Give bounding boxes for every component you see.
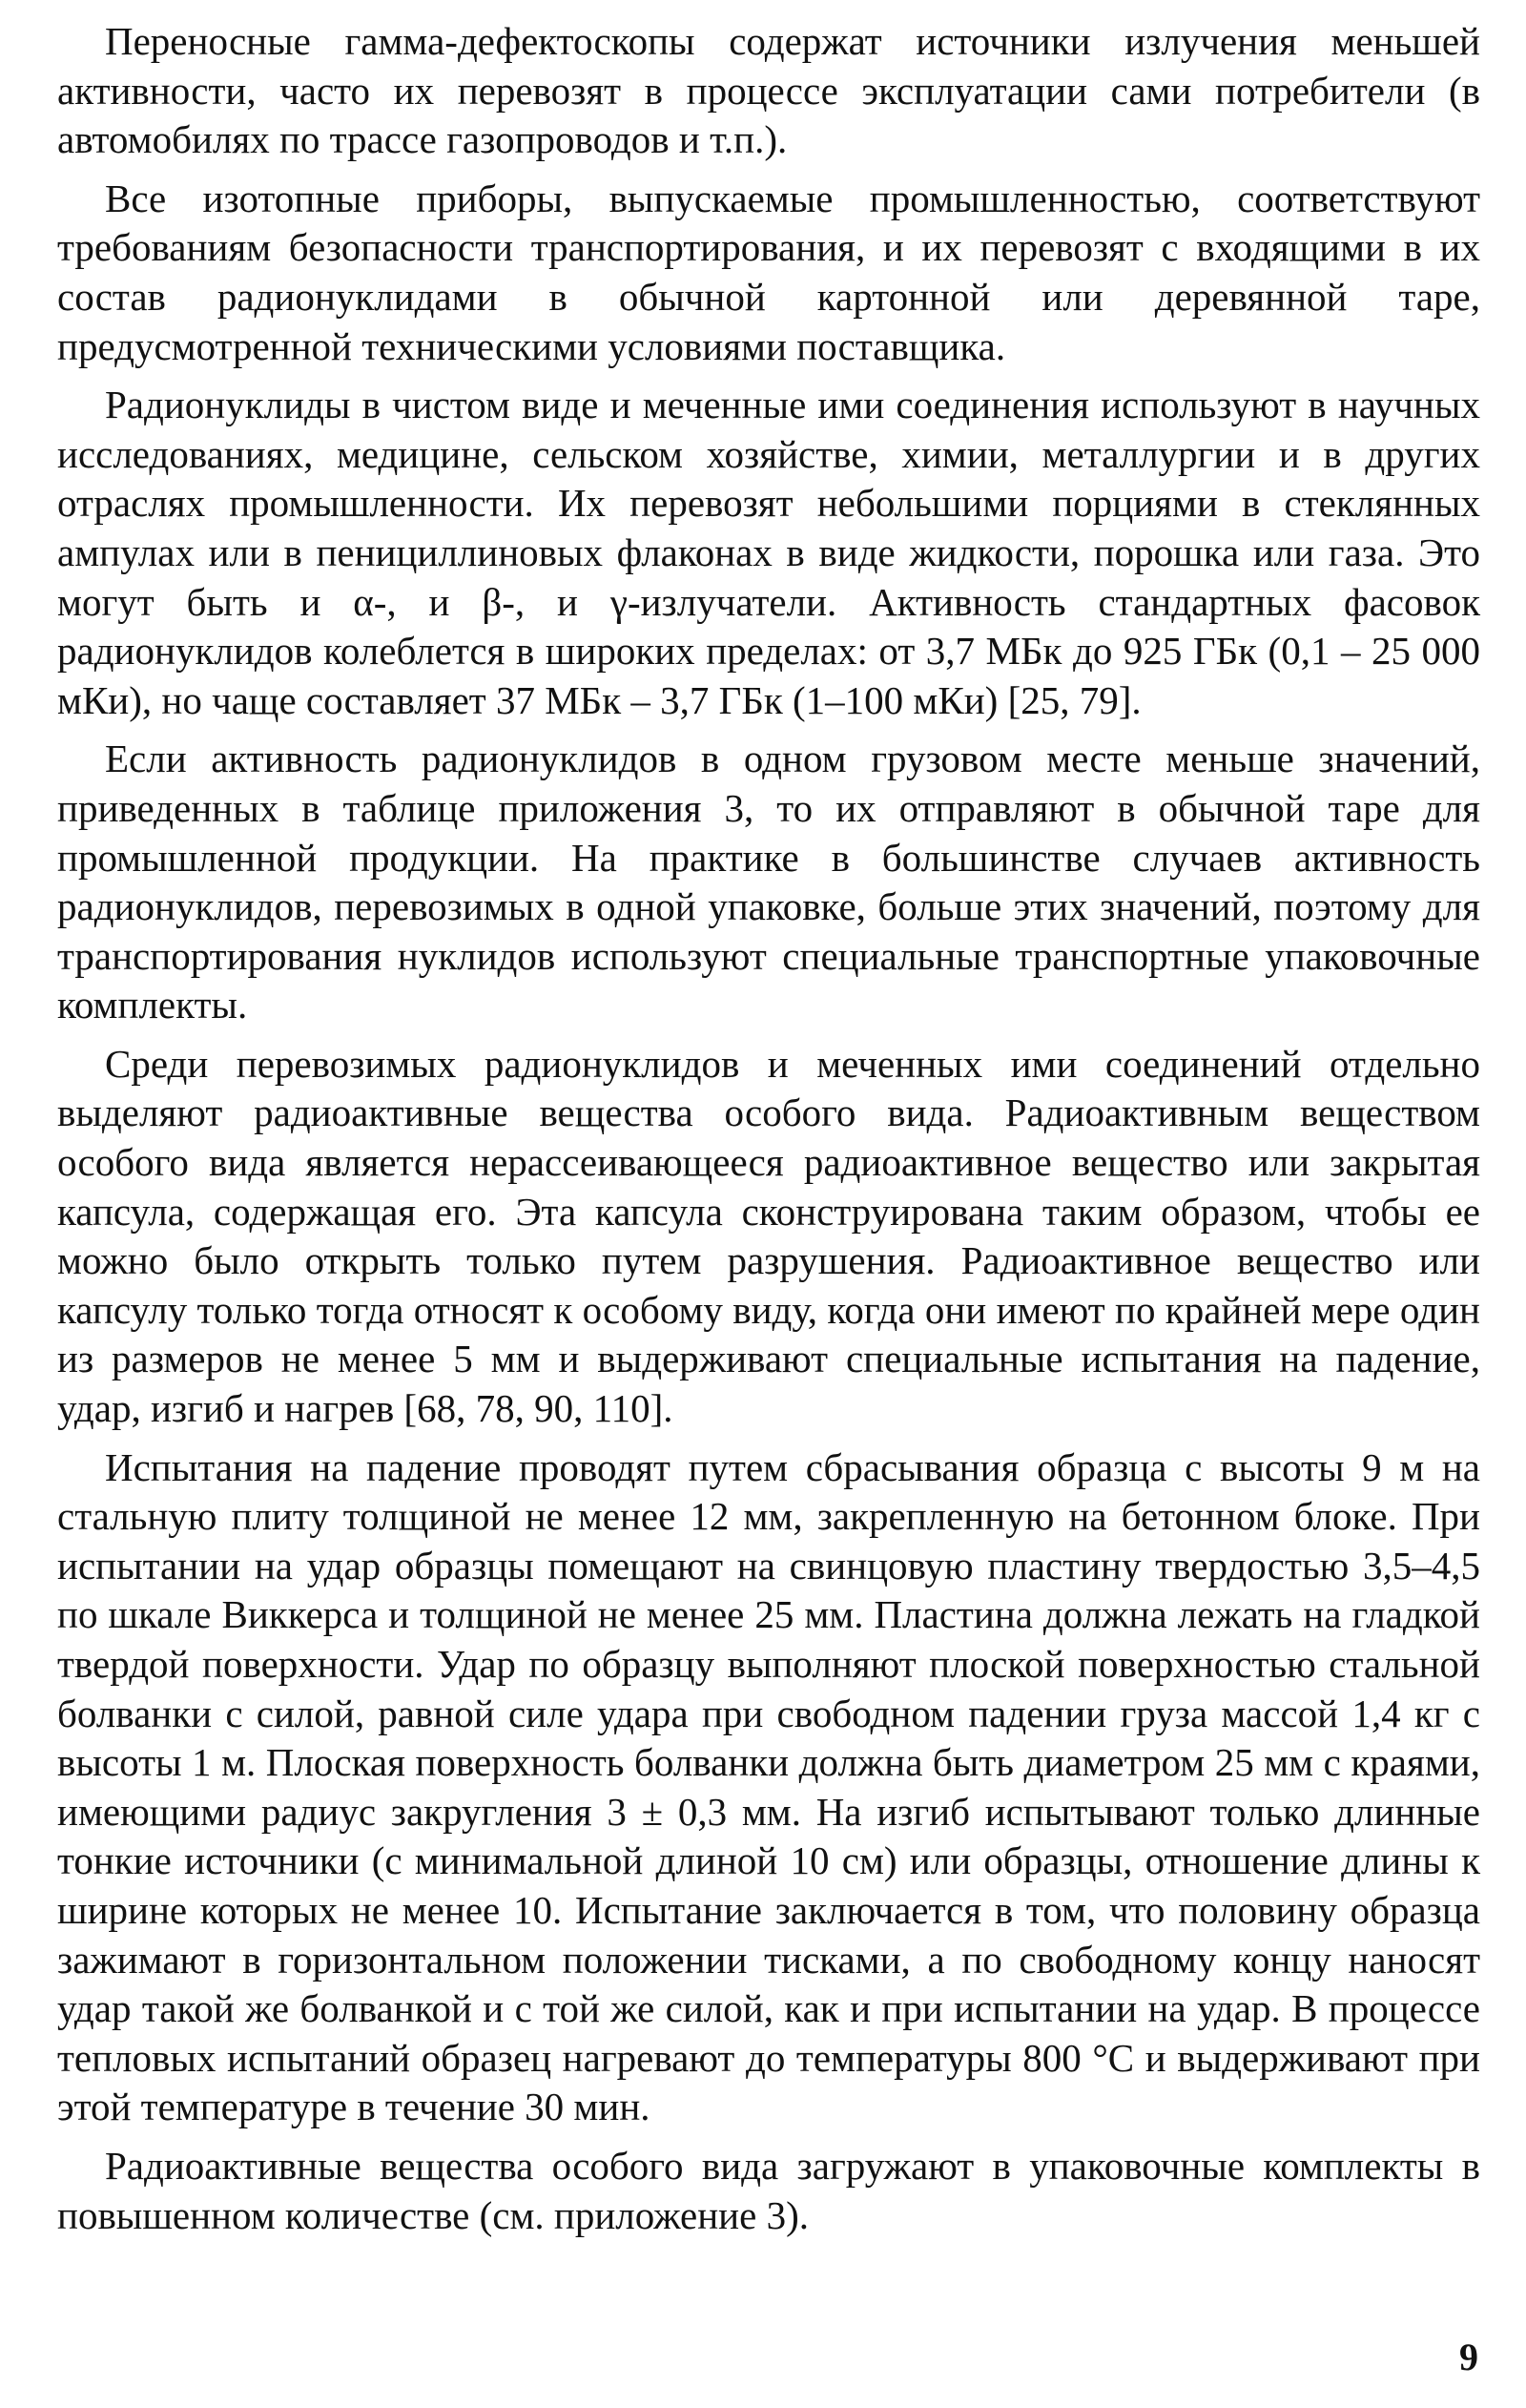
paragraph-special-form-materials: Среди перевозимых радионуклидов и меченных ими соединений отдельно выделяют радиоактивные вещества особого вида. Радиоактивным веществом особого вида является нерассеивающееся радиоактивное вещество или закрытая капсула, содержащая его. Эта капсула сконструирована таким образом, чтобы ее можно было открыть только путем разрушения. Радиоактивное вещество или капсулу только тогда относят к особому виду, когда они имеют по крайней мере один из размеров не менее 5 мм и выдерживают специальные испытания на падение, удар, изгиб и нагрев [68, 78, 90, 110]. xyxy=(57,1041,1480,1431)
paragraph-loading: Радиоактивные вещества особого вида загружают в упаковочные комплекты в повышенном количестве (см. приложение 3). xyxy=(57,2143,1480,2237)
paragraph-isotope-devices: Все изотопные приборы, выпускаемые промышленностью, соответствуют требованиям безопасности транспортирования, и их перевозят с входящими в их состав радионуклидами в обычной картонной или деревянной таре, предусмотренной техническими условиями поставщика. xyxy=(57,176,1480,368)
paragraph-activity-limits: Если активность радионуклидов в одном грузовом месте меньше значений, приведенных в таблице приложения 3, то их отправляют в обычной таре для промышленной продукции. На практике в большинстве случаев активность радионуклидов, перевозимых в одной упаковке, больше этих значений, поэтому для транспортирования нуклидов используют специальные транспортные упаковочные комплекты. xyxy=(57,737,1480,1028)
body-text xyxy=(57,17,1480,2250)
page-number: 9 xyxy=(1459,2335,1478,2378)
paragraph-tests: Испытания на падение проводят путем сбрасывания образца с высоты 9 м на стальную плиту толщиной не менее 12 мм, закрепленную на бетонном блоке. При испытании на удар образцы помещают на свинцовую пластину твердостью 3,5–4,5 по шкале Виккерса и толщиной не менее 25 мм. Пластина должна лежать на гладкой твердой поверхности. Удар по образцу выполняют плоской поверхностью стальной болванки с силой, равной силе удара при свободном падении груза массой 1,4 кг с высоты 1 м. Плоская поверхность болванки должна быть диаметром 25 мм с краями, имеющими радиус закругления 3 ± 0,3 мм. На изгиб испытывают только длинные тонкие источники (с минимальной длиной 10 см) или образцы, отношение длины к ширине которых не менее 10. Испытание заключается в том, что половину образца зажимают в горизонтальном положении тисками, а по свободному концу наносят удар такой же болванкой и с той же силой, как и при испытании на удар. В процессе тепловых испытаний образец нагревают до температуры 800 °С и выдерживают при этой температуре в течение 30 мин. xyxy=(57,1444,1480,2129)
paragraph-pure-radionuclides: Радионуклиды в чистом виде и меченные ими соединения используют в научных исследованиях, медицине, сельском хозяйстве, химии, металлургии и в других отраслях промышленности. Их перевозят небольшими порциями в стеклянных ампулах или в пенициллиновых флаконах в виде жидкости, порошка или газа. Это могут быть и α-, и β-, и γ-излучатели. Активность стандартных фасовок радионуклидов колеблется в широких пределах: от 3,7 МБк до 925 ГБк (0,1 – 25 000 мКи), но чаще составляет 37 МБк – 3,7 ГБк (1–100 мКи) [25, 79]. xyxy=(57,383,1480,722)
paragraph-portable-gamma-flaw-detectors: Переносные гамма-дефектоскопы содержат источники излучения меньшей активности, часто их перевозят в процессе эксплуатации сами потребители (в автомобилях по трассе газопроводов и т.п.). xyxy=(57,19,1480,162)
